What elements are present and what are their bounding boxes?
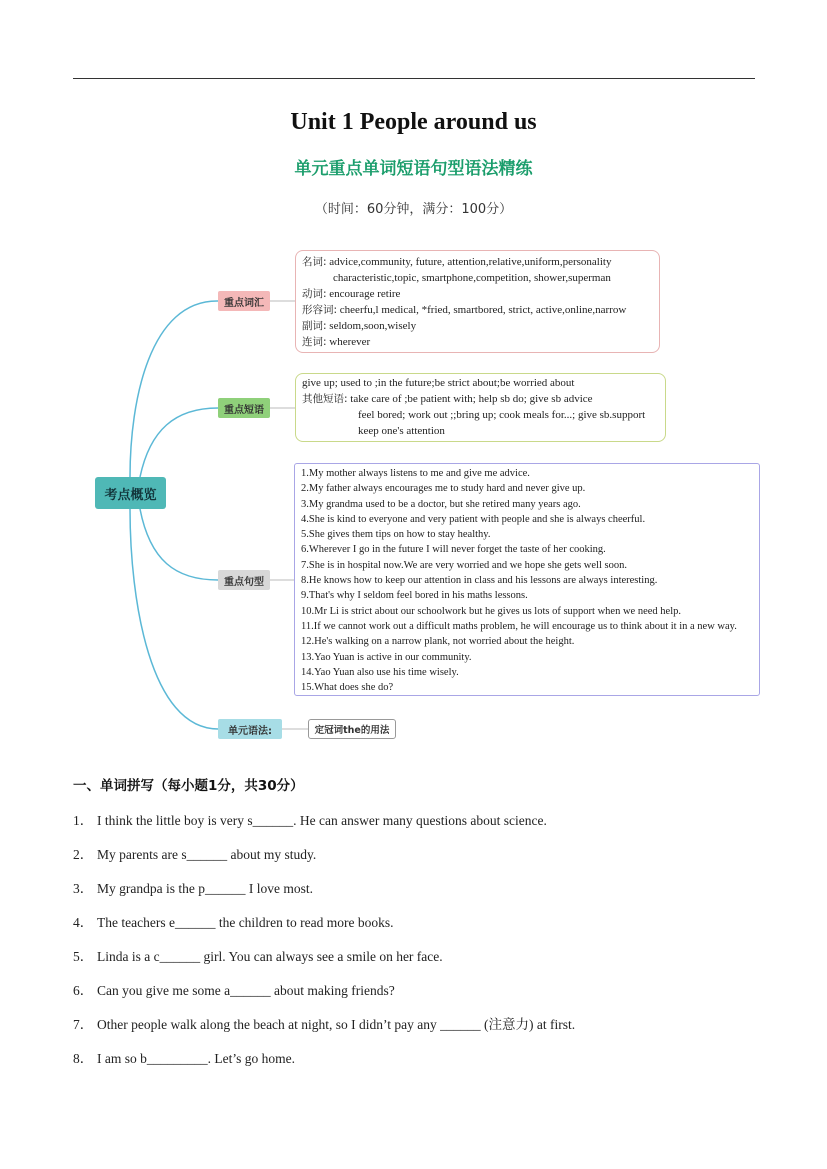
branch-sentences: 重点句型 bbox=[218, 570, 270, 590]
sentence-item: 6.Wherever I go in the future I will never forget the taste of her cooking. bbox=[301, 544, 606, 556]
question-item bbox=[73, 1013, 575, 1033]
phrase-line3: feel bored; work out ;;bring up; cook meals for...; give sb.support bbox=[358, 409, 646, 421]
connector-grammar bbox=[130, 509, 218, 729]
question-number: 3． bbox=[73, 881, 94, 896]
connector-vocab bbox=[130, 301, 218, 477]
question-item bbox=[73, 979, 395, 999]
nouns-line2: characteristic,topic, smartphone,competition, shower,superman bbox=[333, 272, 611, 284]
sentence-item: 10.Mr Li is strict about our schoolwork but he gives us lots of support when we need help. bbox=[301, 605, 681, 617]
sentence-item: 7.She is in hospital now.We are very worried and we hope she gets well soon. bbox=[301, 559, 627, 571]
question-item bbox=[73, 945, 443, 965]
page-subtitle: 单元重点单词短语句型语法精练 bbox=[294, 159, 533, 179]
nouns-label: 名词: bbox=[302, 256, 327, 268]
sentence-item: 4.She is kind to everyone and very patient with people and she is always cheerful. bbox=[301, 513, 646, 525]
question-text: The teachers e______ the children to read more books. bbox=[97, 915, 394, 930]
sentence-item: 13.Yao Yuan is active in our community. bbox=[301, 651, 472, 663]
question-item bbox=[73, 877, 313, 897]
connector-sentences bbox=[140, 509, 218, 580]
question-text: Can you give me some a______ about making friends? bbox=[97, 983, 395, 998]
question-number: 8． bbox=[73, 1051, 94, 1066]
adjectives: cheerfu,l medical, *fried, smartbored, strict, active,online,narrow bbox=[339, 304, 627, 316]
time-info: （时间：60分钟，满分：100分） bbox=[314, 202, 513, 217]
conjunctions: wherever bbox=[329, 336, 371, 348]
question-number: 4． bbox=[73, 915, 94, 930]
sentence-item: 9.That's why I seldom feel bored in his maths lessons. bbox=[301, 590, 528, 602]
nouns-line1: advice,community, future, attention,relative,uniform,personality bbox=[329, 256, 612, 268]
sentence-item: 3.My grandma used to be a doctor, but she retired many years ago. bbox=[301, 498, 581, 510]
question-item bbox=[73, 1047, 295, 1067]
branch-grammar: 单元语法: bbox=[218, 719, 282, 739]
verbs-label: 动词: bbox=[302, 288, 327, 300]
question-number: 7． bbox=[73, 1017, 94, 1032]
sentence-item: 12.He's walking on a narrow plank, not worried about the height. bbox=[301, 636, 575, 648]
adj-label: 形容词: bbox=[302, 304, 338, 316]
phrase-line4: keep one's attention bbox=[358, 425, 445, 437]
sentence-item: 1.My mother always listens to me and give me advice. bbox=[301, 468, 530, 479]
sentence-item: 15.What does she do? bbox=[301, 682, 394, 694]
verbs: encourage retire bbox=[329, 288, 401, 300]
adv-label: 副词: bbox=[302, 320, 327, 332]
sentence-item: 14.Yao Yuan also use his time wisely. bbox=[301, 666, 459, 678]
question-number: 5． bbox=[73, 949, 94, 964]
question-item bbox=[73, 843, 316, 863]
sentence-item: 5.She gives them tips on how to stay healthy. bbox=[301, 529, 491, 541]
phrase-line2: take care of ;be patient with; help sb do; give sb advice bbox=[350, 393, 593, 405]
branch-phrases: 重点短语 bbox=[218, 398, 270, 418]
question-item bbox=[73, 809, 547, 829]
question-number: 6． bbox=[73, 983, 94, 998]
section-title: 一、单词拼写（每小题1分，共30分） bbox=[73, 778, 304, 794]
question-text: I think the little boy is very s______. He can answer many questions about science. bbox=[97, 813, 547, 828]
question-text: Other people walk along the beach at night, so I didn’t pay any ______ (注意力) at first. bbox=[97, 1017, 576, 1032]
page-title: Unit 1 People around us bbox=[290, 109, 537, 135]
question-number: 2． bbox=[73, 847, 94, 862]
phrases-box bbox=[295, 373, 666, 442]
vocab-box bbox=[295, 250, 660, 353]
question-item bbox=[73, 911, 394, 931]
question-text: My parents are s______ about my study. bbox=[97, 847, 317, 862]
question-number: 1． bbox=[73, 813, 94, 828]
mindmap-center-node: 考点概览 bbox=[95, 477, 166, 509]
sentences-box bbox=[294, 463, 760, 696]
question-text: I am so b_________. Let’s go home. bbox=[97, 1051, 295, 1066]
conj-label: 连词: bbox=[302, 336, 327, 348]
sentence-item: 2.My father always encourages me to study hard and never give up. bbox=[301, 483, 586, 495]
connector-phrases bbox=[140, 408, 218, 477]
question-text: Linda is a c______ girl. You can always see a smile on her face. bbox=[97, 949, 443, 964]
question-text: My grandpa is the p______ I love most. bbox=[97, 881, 313, 896]
branch-vocab: 重点词汇 bbox=[218, 291, 270, 311]
sentence-item: 8.He knows how to keep our attention in class and his lessons are always interesting. bbox=[301, 575, 658, 587]
grammar-point-box: 定冠词the的用法 bbox=[308, 719, 396, 739]
adverbs: seldom,soon,wisely bbox=[329, 320, 417, 332]
other-phrases-label: 其他短语: bbox=[302, 393, 348, 405]
phrase-line1: give up; used to ;in the future;be strict about;be worried about bbox=[302, 377, 575, 389]
sentence-item: 11.If we cannot work out a difficult maths problem, he will encourage us to think about it in a new way. bbox=[301, 620, 737, 632]
